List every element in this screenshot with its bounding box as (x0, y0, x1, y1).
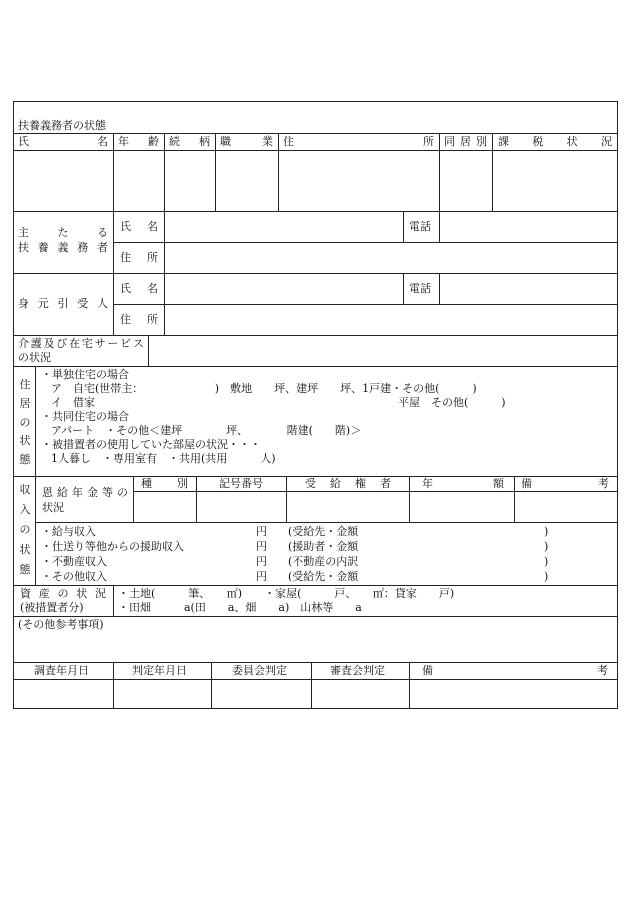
main-address-label: 住 所 (120, 251, 158, 264)
housing-line-shared: ・共同住宅の場合 (41, 410, 129, 423)
income-realestate-close: ) (544, 555, 549, 568)
main-phone-label: 電話 (409, 220, 431, 233)
review-field[interactable] (312, 680, 408, 708)
housing-line-one-story: 平屋 その他( ) (398, 396, 506, 409)
assets-label-line2: (被措置者分) (20, 601, 84, 614)
rule-assets-bottom (14, 616, 617, 617)
rule-main-phone-left (403, 211, 404, 242)
bottom-remarks-field[interactable] (410, 680, 617, 708)
header-relation: 続 柄 (169, 135, 210, 148)
housing-line-own-home: ア 自宅(世帯主： ) 敷地 坪、建坪 坪、1戸建・その他( ) (51, 382, 477, 395)
care-label-line2: の状況 (18, 351, 51, 364)
header-occupation: 職 業 (220, 135, 273, 148)
income-other-label: ・その他収入 (41, 570, 107, 583)
pension-header-amount: 年 額 (422, 477, 504, 490)
pension-label-line2: 状況 (42, 501, 64, 514)
guarantor-address-field[interactable] (165, 305, 617, 334)
pension-header-recipient: 受 給 権 者 (305, 477, 391, 490)
pension-recipient-field[interactable] (287, 492, 408, 521)
pension-header-number: 記号番号 (219, 477, 263, 490)
supporter-tax-field[interactable] (493, 151, 617, 210)
income-salary-close: ) (544, 525, 549, 538)
income-support-unit: 円 (256, 540, 267, 553)
rule-other-bottom (14, 662, 617, 663)
housing-line-apartment: アパート ・その他＜建坪 坪、 階建( 階)＞ (51, 424, 362, 437)
decision-date-field[interactable] (114, 680, 210, 708)
income-support-close: ) (544, 540, 549, 553)
supporter-age-field[interactable] (114, 151, 163, 210)
guarantor-name-label: 氏 名 (120, 282, 158, 295)
guarantor-name-field[interactable] (165, 274, 402, 303)
pension-number-field[interactable] (197, 492, 285, 521)
support-status-form (13, 101, 618, 709)
header-address: 住 所 (283, 135, 434, 148)
rule-title-bottom (14, 133, 617, 134)
survey-date-field[interactable] (15, 680, 112, 708)
header-tax: 課 税 状 況 (498, 135, 612, 148)
pension-amount-field[interactable] (410, 492, 513, 521)
guarantor-phone-field[interactable] (440, 274, 617, 303)
housing-line-rental: イ 借家 (51, 396, 95, 409)
rule-assets-label-right (113, 585, 114, 616)
header-name: 氏 名 (18, 135, 108, 148)
assets-line-land: ・土地( 筆、 ㎡) ・家屋( 戸、 ㎡：貸家 戸) (118, 587, 455, 600)
income-realestate-detail: (不動産の内訳 (288, 555, 359, 568)
income-support-label: ・仕送り等他からの援助収入 (41, 540, 184, 553)
assets-label-line1: 資 産 の 状 況 (20, 587, 106, 600)
care-field[interactable] (149, 336, 617, 365)
guarantor-address-label: 住 所 (120, 313, 158, 326)
bottom-header-review: 審査会判定 (330, 664, 385, 677)
main-name-field[interactable] (165, 212, 402, 241)
main-address-field[interactable] (165, 243, 617, 272)
main-phone-field[interactable] (440, 212, 617, 241)
rule-housing-label-right (35, 366, 36, 476)
pension-header-remarks: 備 考 (521, 477, 609, 490)
guarantor-label: 身 元 引 受 人 (18, 297, 108, 310)
housing-line-living-alone: 1人暮し ・専用室有 ・共用(共用 人) (51, 452, 276, 465)
housing-line-single: ・単独住宅の場合 (41, 368, 129, 381)
housing-line-room: ・被措置者の使用していた部屋の状況・・・ (41, 438, 261, 451)
rule-person-label-right (113, 211, 114, 335)
pension-label-line1: 恩 給 年 金 等 の (42, 486, 128, 499)
income-salary-detail: (受給先・金額 (288, 525, 359, 538)
bottom-header-committee: 委員会判定 (232, 664, 287, 677)
header-living: 同 居 別 (444, 135, 487, 148)
income-salary-unit: 円 (256, 525, 267, 538)
main-supporter-label-line1: 主 た る (18, 226, 108, 239)
housing-label: 住 居 の 状 態 (19, 378, 31, 466)
rule-pension-bottom (35, 522, 617, 523)
care-label-line1: 介 護 及 び 在 宅 サ ー ビ ス (18, 337, 144, 350)
supporter-name-field[interactable] (15, 151, 112, 210)
rule-guar-phone-left (403, 273, 404, 304)
committee-field[interactable] (212, 680, 310, 708)
income-other-unit: 円 (256, 570, 267, 583)
rule-income-bottom (14, 585, 617, 586)
assets-line-fields: ・田畑 a(田 a、畑 a) 山林等 a (118, 601, 362, 614)
supporter-relation-field[interactable] (165, 151, 214, 210)
income-other-detail: (受給先・金額 (288, 570, 359, 583)
supporter-occupation-field[interactable] (216, 151, 277, 210)
rule-income-label-right (35, 476, 36, 585)
income-other-close: ) (544, 570, 549, 583)
bottom-header-remarks: 備 考 (422, 664, 608, 677)
income-realestate-unit: 円 (256, 555, 267, 568)
pension-header-kind: 種 別 (141, 477, 188, 490)
supporter-address-field[interactable] (279, 151, 438, 210)
income-salary-label: ・給与収入 (41, 525, 96, 538)
main-supporter-label-line2: 扶 養 義 務 者 (18, 241, 108, 254)
guarantor-phone-label: 電話 (409, 282, 431, 295)
other-notes-label: (その他参考事項) (18, 618, 104, 631)
bottom-header-decision-date: 判定年月日 (132, 664, 187, 677)
pension-remarks-field[interactable] (515, 492, 617, 521)
main-name-label: 氏 名 (120, 220, 158, 233)
header-age: 年 齢 (118, 135, 159, 148)
income-support-detail: (援助者・金額 (288, 540, 359, 553)
income-label: 収 入 の 状 態 (19, 483, 31, 576)
income-realestate-label: ・不動産収入 (41, 555, 107, 568)
rule-care-bottom (14, 366, 617, 367)
other-notes-field[interactable] (15, 633, 617, 661)
pension-kind-field[interactable] (134, 492, 195, 521)
section-title: 扶養義務者の状態 (18, 119, 106, 132)
supporter-living-field[interactable] (440, 151, 491, 210)
bottom-header-survey-date: 調査年月日 (34, 664, 89, 677)
